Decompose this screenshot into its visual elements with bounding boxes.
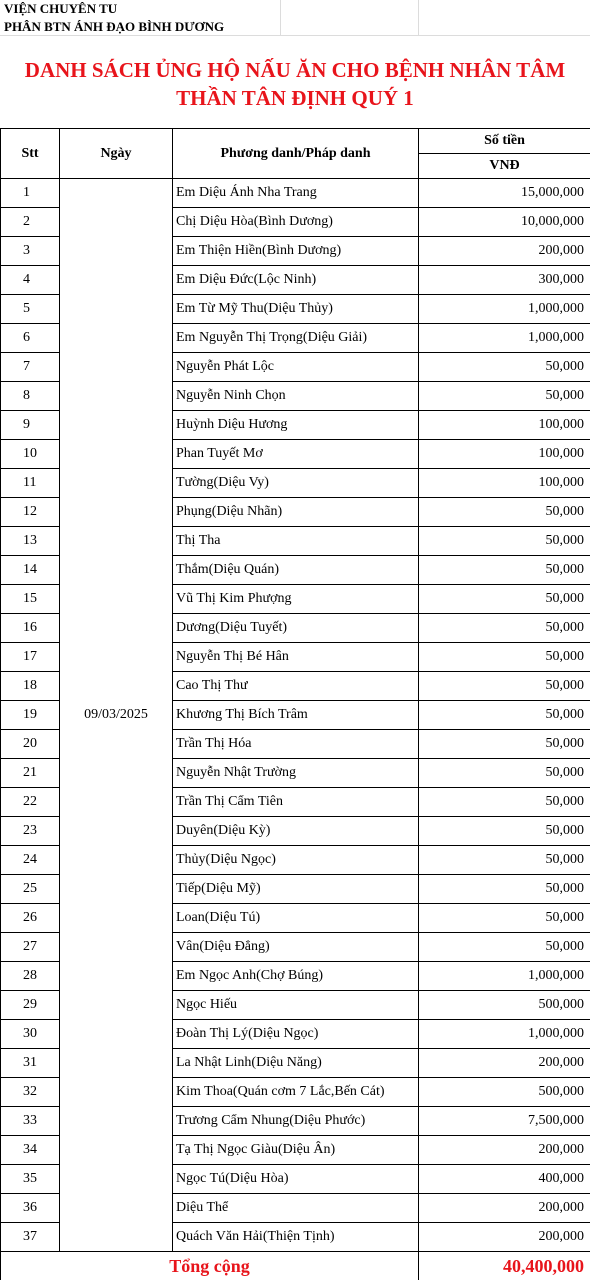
row-stt: 8 — [1, 382, 60, 411]
row-amount: 50,000 — [419, 846, 590, 875]
row-amount: 50,000 — [419, 353, 590, 382]
row-stt: 27 — [1, 933, 60, 962]
row-donor-name: Quách Văn Hải(Thiện Tịnh) — [173, 1223, 419, 1252]
row-donor-name: Phụng(Diệu Nhãn) — [173, 498, 419, 527]
row-donor-name: Nguyễn Phát Lộc — [173, 353, 419, 382]
row-amount: 200,000 — [419, 1136, 590, 1165]
row-donor-name: La Nhật Linh(Diệu Năng) — [173, 1049, 419, 1078]
page-title-line-1: DANH SÁCH ỦNG HỘ NẤU ĂN CHO BỆNH NHÂN TÂM — [24, 58, 566, 82]
row-amount: 100,000 — [419, 411, 590, 440]
row-stt: 6 — [1, 324, 60, 353]
row-amount: 100,000 — [419, 440, 590, 469]
header-currency: VNĐ — [419, 154, 590, 179]
row-amount: 1,000,000 — [419, 962, 590, 991]
row-donor-name: Tường(Diệu Vy) — [173, 469, 419, 498]
table-row — [1, 179, 590, 208]
row-stt: 30 — [1, 1020, 60, 1049]
org-branch: PHÂN BTN ÁNH ĐẠO BÌNH DƯƠNG — [4, 19, 225, 34]
org-name: VIỆN CHUYÊN TU — [4, 1, 118, 16]
row-stt: 25 — [1, 875, 60, 904]
row-amount: 500,000 — [419, 1078, 590, 1107]
header-date: Ngày — [60, 129, 173, 179]
row-donor-name: Trương Cẩm Nhung(Diệu Phước) — [173, 1107, 419, 1136]
header-stt: Stt — [1, 129, 60, 179]
row-stt: 1 — [1, 179, 60, 208]
row-amount: 7,500,000 — [419, 1107, 590, 1136]
row-stt: 15 — [1, 585, 60, 614]
row-stt: 3 — [1, 237, 60, 266]
row-donor-name: Phan Tuyết Mơ — [173, 440, 419, 469]
row-stt: 17 — [1, 643, 60, 672]
row-amount: 200,000 — [419, 1223, 590, 1252]
row-amount: 50,000 — [419, 904, 590, 933]
row-donor-name: Em Diệu Ánh Nha Trang — [173, 179, 419, 208]
row-stt: 2 — [1, 208, 60, 237]
row-donor-name: Em Thiện Hiền(Bình Dương) — [173, 237, 419, 266]
total-amount: 40,400,000 — [419, 1252, 590, 1280]
row-stt: 34 — [1, 1136, 60, 1165]
row-stt: 19 — [1, 701, 60, 730]
row-donor-name: Diệu Thể — [173, 1194, 419, 1223]
row-donor-name: Vũ Thị Kim Phượng — [173, 585, 419, 614]
row-stt: 28 — [1, 962, 60, 991]
row-amount: 50,000 — [419, 817, 590, 846]
row-amount: 50,000 — [419, 556, 590, 585]
row-amount: 300,000 — [419, 266, 590, 295]
row-amount: 200,000 — [419, 237, 590, 266]
row-donor-name: Thủy(Diệu Ngọc) — [173, 846, 419, 875]
row-amount: 50,000 — [419, 643, 590, 672]
row-donor-name: Đoàn Thị Lý(Diệu Ngọc) — [173, 1020, 419, 1049]
row-stt: 20 — [1, 730, 60, 759]
row-donor-name: Vân(Diệu Đẳng) — [173, 933, 419, 962]
row-donor-name: Trần Thị Hóa — [173, 730, 419, 759]
row-donor-name: Thắm(Diệu Quán) — [173, 556, 419, 585]
row-amount: 50,000 — [419, 382, 590, 411]
row-amount: 10,000,000 — [419, 208, 590, 237]
row-amount: 50,000 — [419, 614, 590, 643]
row-amount: 50,000 — [419, 933, 590, 962]
row-donor-name: Tiếp(Diệu Mỹ) — [173, 875, 419, 904]
row-donor-name: Chị Diệu Hòa(Bình Dương) — [173, 208, 419, 237]
row-stt: 9 — [1, 411, 60, 440]
row-amount: 1,000,000 — [419, 295, 590, 324]
row-stt: 36 — [1, 1194, 60, 1223]
total-row — [1, 1252, 590, 1280]
row-stt: 23 — [1, 817, 60, 846]
row-stt: 35 — [1, 1165, 60, 1194]
row-donor-name: Kim Thoa(Quán cơm 7 Lắc,Bến Cát) — [173, 1078, 419, 1107]
row-donor-name: Ngọc Hiếu — [173, 991, 419, 1020]
row-stt: 24 — [1, 846, 60, 875]
row-stt: 16 — [1, 614, 60, 643]
row-amount: 100,000 — [419, 469, 590, 498]
row-donor-name: Nguyễn Thị Bé Hân — [173, 643, 419, 672]
row-donor-name: Trần Thị Cẩm Tiên — [173, 788, 419, 817]
row-amount: 50,000 — [419, 527, 590, 556]
row-stt: 5 — [1, 295, 60, 324]
row-stt: 21 — [1, 759, 60, 788]
row-amount: 50,000 — [419, 701, 590, 730]
row-stt: 11 — [1, 469, 60, 498]
row-amount: 200,000 — [419, 1194, 590, 1223]
row-amount: 200,000 — [419, 1049, 590, 1078]
row-amount: 50,000 — [419, 672, 590, 701]
row-stt: 10 — [1, 440, 60, 469]
row-donor-name: Huỳnh Diệu Hương — [173, 411, 419, 440]
row-stt: 14 — [1, 556, 60, 585]
page-title-line-2: THẦN TÂN ĐỊNH QUÝ 1 — [176, 86, 414, 110]
org-row-1 — [0, 0, 590, 18]
row-donor-name: Duyên(Diệu Kỳ) — [173, 817, 419, 846]
header-name: Phương danh/Pháp danh — [173, 129, 419, 179]
row-amount: 50,000 — [419, 759, 590, 788]
row-donor-name: Em Nguyễn Thị Trọng(Diệu Giải) — [173, 324, 419, 353]
row-amount: 1,000,000 — [419, 324, 590, 353]
row-amount: 50,000 — [419, 585, 590, 614]
donation-table — [0, 128, 590, 1280]
row-stt: 22 — [1, 788, 60, 817]
row-amount: 1,000,000 — [419, 1020, 590, 1049]
row-stt: 33 — [1, 1107, 60, 1136]
row-amount: 50,000 — [419, 788, 590, 817]
row-stt: 31 — [1, 1049, 60, 1078]
row-donor-name: Em Từ Mỹ Thu(Diệu Thủy) — [173, 295, 419, 324]
row-donor-name: Dương(Diệu Tuyết) — [173, 614, 419, 643]
row-donor-name: Loan(Diệu Tú) — [173, 904, 419, 933]
row-donor-name: Tạ Thị Ngọc Giàu(Diệu Ân) — [173, 1136, 419, 1165]
row-donor-name: Ngọc Tú(Diệu Hòa) — [173, 1165, 419, 1194]
row-donor-name: Em Ngọc Anh(Chợ Búng) — [173, 962, 419, 991]
row-stt: 29 — [1, 991, 60, 1020]
row-stt: 13 — [1, 527, 60, 556]
row-donor-name: Nguyễn Nhật Trường — [173, 759, 419, 788]
row-stt: 4 — [1, 266, 60, 295]
row-amount: 500,000 — [419, 991, 590, 1020]
row-amount: 50,000 — [419, 730, 590, 759]
header-amount: Số tiền — [419, 129, 590, 154]
row-stt: 26 — [1, 904, 60, 933]
row-amount: 15,000,000 — [419, 179, 590, 208]
row-amount: 50,000 — [419, 498, 590, 527]
row-stt: 37 — [1, 1223, 60, 1252]
row-donor-name: Em Diệu Đức(Lộc Ninh) — [173, 266, 419, 295]
row-donor-name: Thị Tha — [173, 527, 419, 556]
org-row-2 — [0, 18, 590, 36]
page-title — [0, 56, 590, 112]
row-stt: 18 — [1, 672, 60, 701]
row-stt: 12 — [1, 498, 60, 527]
row-amount: 50,000 — [419, 875, 590, 904]
row-stt: 7 — [1, 353, 60, 382]
total-label: Tổng cộng — [1, 1252, 419, 1280]
row-donor-name: Nguyễn Ninh Chọn — [173, 382, 419, 411]
row-amount: 400,000 — [419, 1165, 590, 1194]
row-stt: 32 — [1, 1078, 60, 1107]
row-donor-name: Cao Thị Thư — [173, 672, 419, 701]
donation-date: 09/03/2025 — [60, 179, 173, 1252]
row-donor-name: Khương Thị Bích Trâm — [173, 701, 419, 730]
